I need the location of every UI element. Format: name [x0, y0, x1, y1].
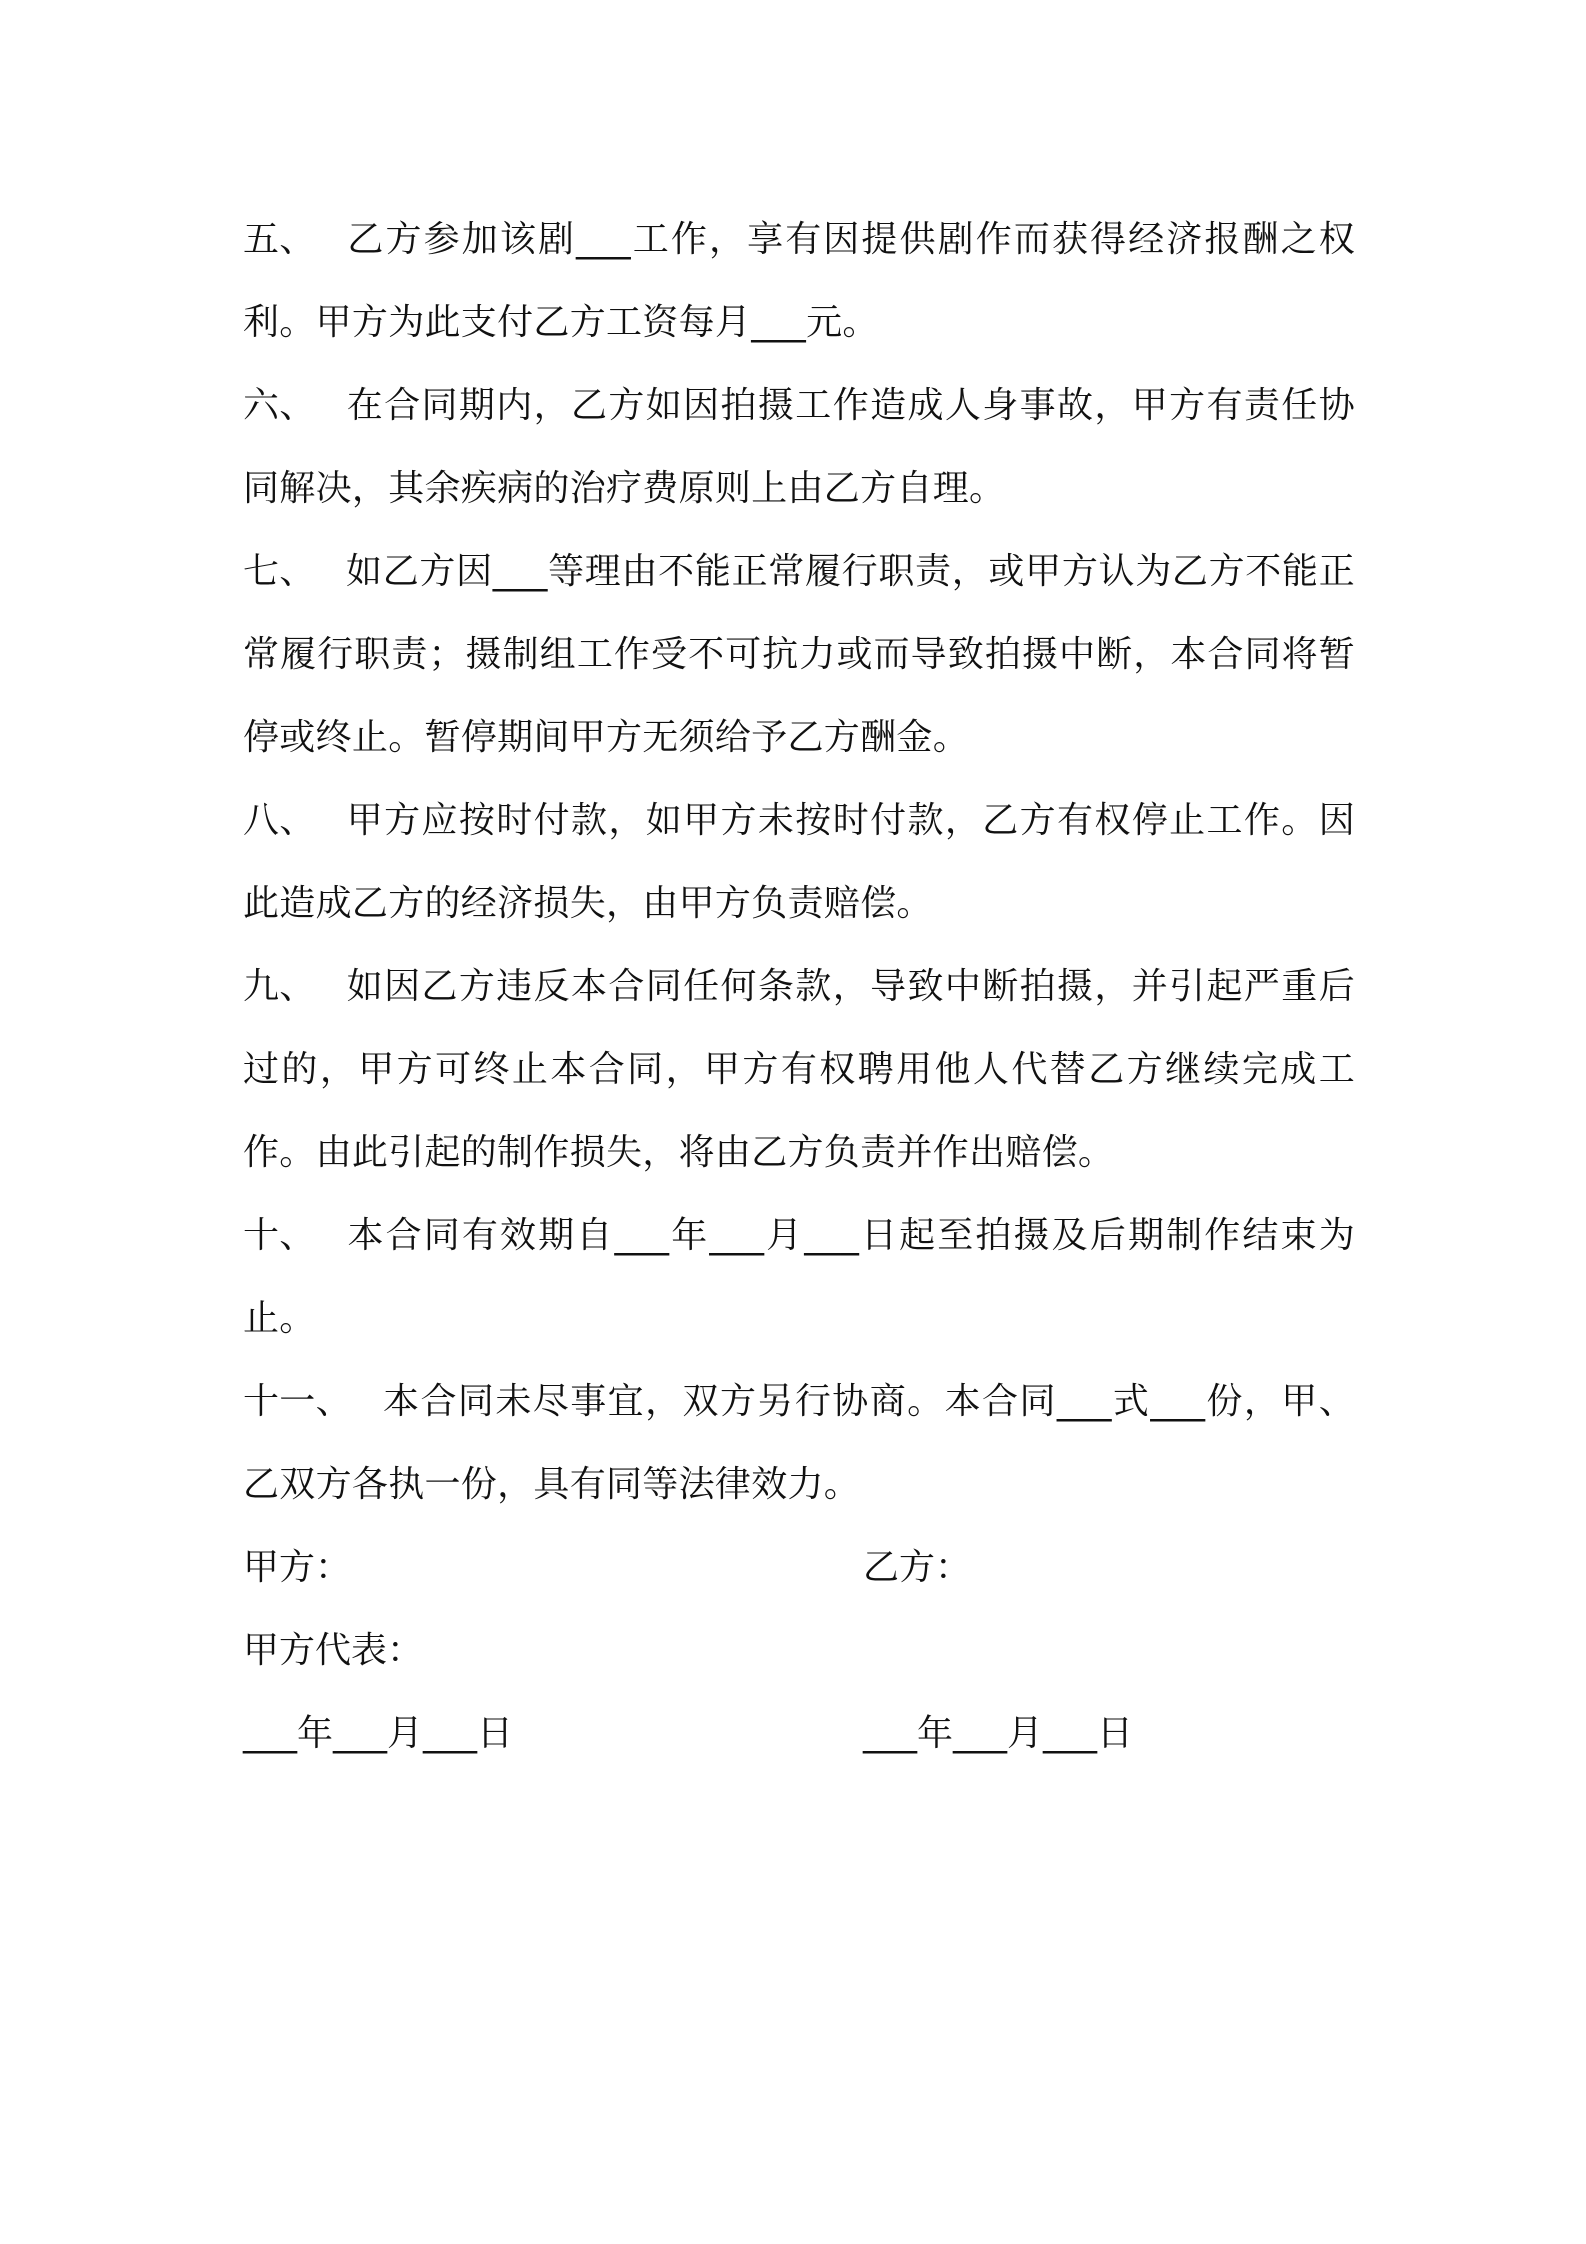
clause-number: 九、: [243, 966, 316, 1007]
signature-rep-row: [243, 1609, 1355, 1692]
party-b-date: ___年___月___日: [863, 1713, 1134, 1754]
clause-number: 十一、: [243, 1381, 352, 1422]
clause-11: [243, 1360, 1355, 1526]
signature-parties-row: [243, 1526, 1355, 1609]
clause-text: 甲方应按时付款，如甲方未按时付款，乙方有权停止工作。因此造成乙方的经济损失，由甲方负责赔偿。: [243, 800, 1355, 924]
clause-8: [243, 779, 1355, 945]
party-a-rep-label: 甲方代表：: [243, 1630, 424, 1671]
clause-number: 十、: [243, 1215, 316, 1256]
clause-9: [243, 945, 1355, 1194]
clause-text: 乙方参加该剧___工作，享有因提供剧作而获得经济报酬之权利。甲方为此支付乙方工资每月___元。: [243, 219, 1355, 343]
signature-date-row: [243, 1692, 1355, 1775]
clause-number: 七、: [243, 551, 316, 592]
party-b-label: 乙方：: [863, 1547, 972, 1588]
clause-number: 八、: [243, 800, 316, 841]
clause-10: [243, 1194, 1355, 1360]
clause-text: 本合同未尽事宜，双方另行协商。本合同___式___份，甲、乙双方各执一份，具有同等法律效力。: [243, 1381, 1355, 1505]
clause-6: [243, 364, 1355, 530]
clause-5: [243, 198, 1355, 364]
party-b-rep-blank: [863, 1609, 1355, 1692]
clause-number: 五、: [243, 219, 316, 260]
clause-text: 在合同期内，乙方如因拍摄工作造成人身事故，甲方有责任协同解决，其余疾病的治疗费原则上由乙方自理。: [243, 385, 1355, 509]
party-a-label: 甲方：: [243, 1547, 352, 1588]
clause-7: [243, 530, 1355, 779]
clause-number: 六、: [243, 385, 316, 426]
party-a-date: ___年___月___日: [243, 1713, 514, 1754]
clause-text: 本合同有效期自___年___月___日起至拍摄及后期制作结束为止。: [243, 1215, 1355, 1339]
clause-text: 如乙方因___等理由不能正常履行职责，或甲方认为乙方不能正常履行职责；摄制组工作受不可抗力或而导致拍摄中断，本合同将暂停或终止。暂停期间甲方无须给予乙方酬金。: [243, 551, 1355, 758]
contract-body: [243, 198, 1355, 1775]
clause-text: 如因乙方违反本合同任何条款，导致中断拍摄，并引起严重后过的，甲方可终止本合同，甲方有权聘用他人代替乙方继续完成工作。由此引起的制作损失，将由乙方负责并作出赔偿。: [243, 966, 1355, 1173]
